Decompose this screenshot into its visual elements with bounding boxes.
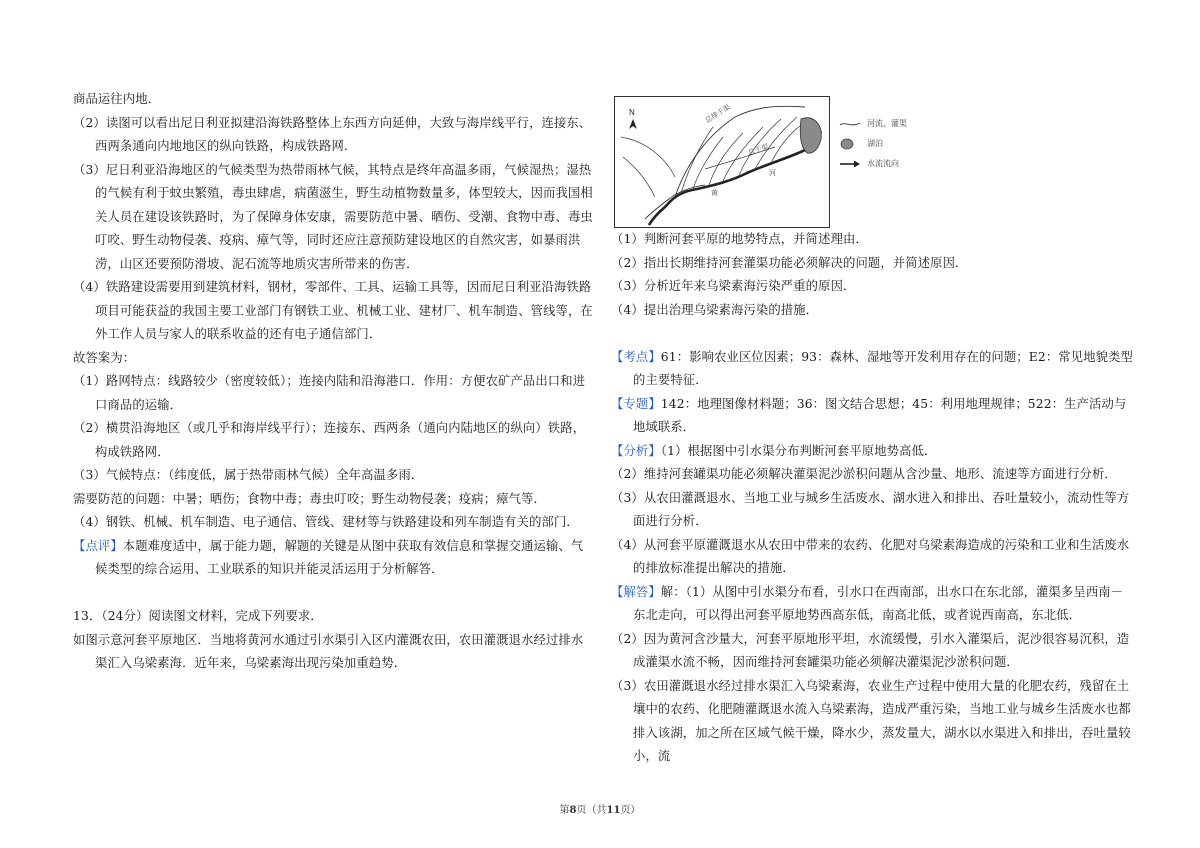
answer-item: 需要防范的问题：中暑；晒伤；食物中毒；毒虫叮咬；野生动物侵袭；疫病；瘴气等． — [73, 491, 546, 506]
yellow-river-line — [649, 131, 821, 225]
analysis-item: （2）维持河套罐渠功能必须解决灌渠泥沙淤积问题从含沙量、地形、流速等方面进行分析． — [611, 467, 1117, 481]
right-column — [611, 88, 1133, 769]
solution-item: （2）因为黄河含沙量大，河套平原地形平坦，水流缓慢，引水入灌渠后，泥沙很容易沉积，造成灌渠水流不畅，因而维持河套罐渠功能必须解决灌渠泥沙淤积问题． — [611, 631, 1130, 669]
question-13-title: 13．（24分）阅读图文材料，完成下列要求． — [73, 609, 323, 623]
map-label-river: 黄 — [711, 189, 718, 197]
north-label: N — [629, 108, 635, 117]
legend-item — [839, 114, 907, 134]
canal-line — [621, 137, 675, 177]
zhuanti-paragraph — [611, 393, 1133, 440]
question-13-body: 如图示意河套平原地区．当地将黄河水通过引水渠引入区内灌溉农田，农田灌溉退水经过排水渠汇入乌梁素海．近年来，乌梁素海出现污染加重趋势． — [73, 632, 584, 670]
canal-line — [623, 157, 655, 197]
legend-label: 河流、灌渠 — [867, 119, 907, 128]
page-number: 8 — [569, 805, 577, 816]
left-paragraph: 商品运往内地． — [73, 92, 161, 106]
jieda-tag: 【解答】 — [611, 584, 661, 599]
left-column — [73, 88, 595, 676]
answer-item: （3）气候特点：（纬度低，属于热带雨林气候）全年高温多雨． — [73, 468, 424, 482]
answer-item: （2）横贯沿海地区（或几乎和海岸线平行）；连接东、西两条（通向内陆地区的纵向）铁路，构成铁路网． — [73, 421, 586, 459]
wuliangsuhai-lake — [800, 118, 821, 153]
question-item: （2）指出长期维持河套灌渠功能必须解决的问题，并简述原因． — [611, 255, 968, 270]
map-frame — [614, 96, 830, 228]
question-item: （1）判断河套平原的地势特点，并简述理由． — [611, 232, 868, 246]
north-arrow-icon — [629, 119, 637, 129]
kaodian-paragraph — [611, 346, 1133, 393]
analysis-item: （4）从河套平原灌溉退水从农田中带来的农药、化肥对乌梁素海造成的污染和工业和生活废水的排放标准提出解决的措施． — [611, 537, 1130, 575]
footer-text: 页） — [620, 805, 641, 816]
question-item: （4）提出治理乌梁素海污染的措施． — [611, 302, 819, 317]
zhuanti-tag: 【专题】 — [611, 396, 661, 411]
river-line-icon — [839, 119, 861, 129]
zhuanti-text: 142：地理图像材料题；36：图文结合思想；45：利用地理规律；522：生产活动与地域联系． — [633, 396, 1127, 434]
question-item: （3）分析近年来乌梁素海污染严重的原因． — [611, 279, 856, 293]
answer-item: （4）钢铁、机械、机车制造、电子通信、管线、建材等与铁路建设和列车制造有关的部门． — [73, 515, 579, 529]
left-paragraph: （4）铁路建设需要用到建筑材料，钢材，零部件、工具、运输工具等，因而尼日利亚沿海铁路项目可能获益的我国主要工业部门有钢铁工业、机械工业、建材厂、机车制造、管线等，在外工作人员与家人的联系收益的还有电子通信部门． — [73, 280, 593, 341]
page-footer — [0, 801, 1200, 816]
fenxi-tag: 【分析】 — [611, 443, 661, 458]
comment-tag: 【点评】 — [73, 538, 123, 553]
kaodian-tag: 【考点】 — [611, 349, 661, 364]
lake-icon — [839, 138, 861, 150]
fenxi-paragraph — [611, 440, 1133, 464]
legend-item — [839, 154, 907, 174]
map-drawing — [615, 97, 829, 227]
footer-text: 第 — [559, 805, 570, 816]
comment-paragraph — [73, 535, 595, 582]
answer-item: （1）路网特点：线路较少（密度较低）；连接内陆和沿海港口．作用：方便农矿产品出口和进口商品的运输． — [73, 374, 586, 412]
kaodian-text: 61：影响农业区位因素；93：森林、湿地等开发利用存在的问题；E2：常见地貌类型的主要特征． — [633, 349, 1133, 387]
analysis-item: （3）从农田灌溉退水、当地工业与城乡生活废水、湖水进入和排出、吞吐量较小，流动性等方面进行分析． — [611, 490, 1130, 528]
jieda-paragraph — [611, 581, 1133, 628]
left-paragraph: （3）尼日利亚沿海地区的气候类型为热带雨林气候，其特点是终年高温多雨，气候湿热；湿热的气候有利于蚊虫繁殖，毒虫肆虐，病菌滋生，野生动植物数量多，体型较大，因而我国相关人员在建设该铁路时，为了保障身体安康，需要防范中暑、晒伤、受潮、食物中毒、毒虫叮咬、野生动物侵袭、疫病、瘴气等，同时还应注意预防建设地区的自然灾害，如暴雨洪涝，山区还要预防滑坡、泥石流等地质灾害所带来的伤害． — [73, 162, 593, 271]
fenxi-text: （1）根据图中引水渠分布判断河套平原地势高低． — [660, 443, 937, 458]
legend-item — [839, 134, 907, 154]
left-paragraph: （2）读图可以看出尼日利亚拟建沿海铁路整体上东西方向延伸，大致与海岸线平行，连接东、西两条通向内地地区的纵向铁路，构成铁路网． — [73, 115, 592, 153]
answer-heading: 故答案为： — [73, 350, 136, 365]
legend-label: 水流流向 — [867, 159, 899, 168]
map-label-canal: 总排干渠 — [703, 103, 732, 125]
map-legend — [839, 114, 907, 174]
comment-text: 本题难度适中，属于能力题，解题的关键是从图中获取有效信息和掌握交通运输、气候类型的综合运用、工业联系的知识并能灵活运用于分析解答． — [95, 538, 584, 576]
footer-text: 页（共 — [576, 805, 607, 816]
canal-line — [681, 127, 713, 193]
canal-line — [693, 137, 723, 189]
solution-item: （3）农田灌溉退水经过排水渠汇入乌梁素海，农业生产过程中使用大量的化肥农药，残留在土壤中的农药、化肥随灌溉退水流入乌梁素海，造成严重污染，当地工业与城乡生活废水也都排入该湖，加之所在区域气候干燥，降水少，蒸发量大，湖水以水渠进入和排出，吞吐量较小，流 — [611, 678, 1131, 763]
legend-label: 湖泊 — [867, 139, 883, 148]
jieda-text: 解：（1）从图中引水渠分布看，引水口在西南部，出水口在东北部，灌渠多呈西南－东北走向，可以得出河套平原地势西高东低，南高北低，或者说西南高，东北低． — [633, 584, 1124, 622]
map-label-river: 河 — [769, 169, 776, 177]
map-label-canal: 总干渠 — [747, 142, 770, 157]
page-total: 11 — [606, 805, 621, 816]
main-drainage-canal — [675, 106, 805, 197]
hetao-plain-map — [611, 88, 1133, 228]
flow-arrow-icon — [839, 159, 861, 169]
